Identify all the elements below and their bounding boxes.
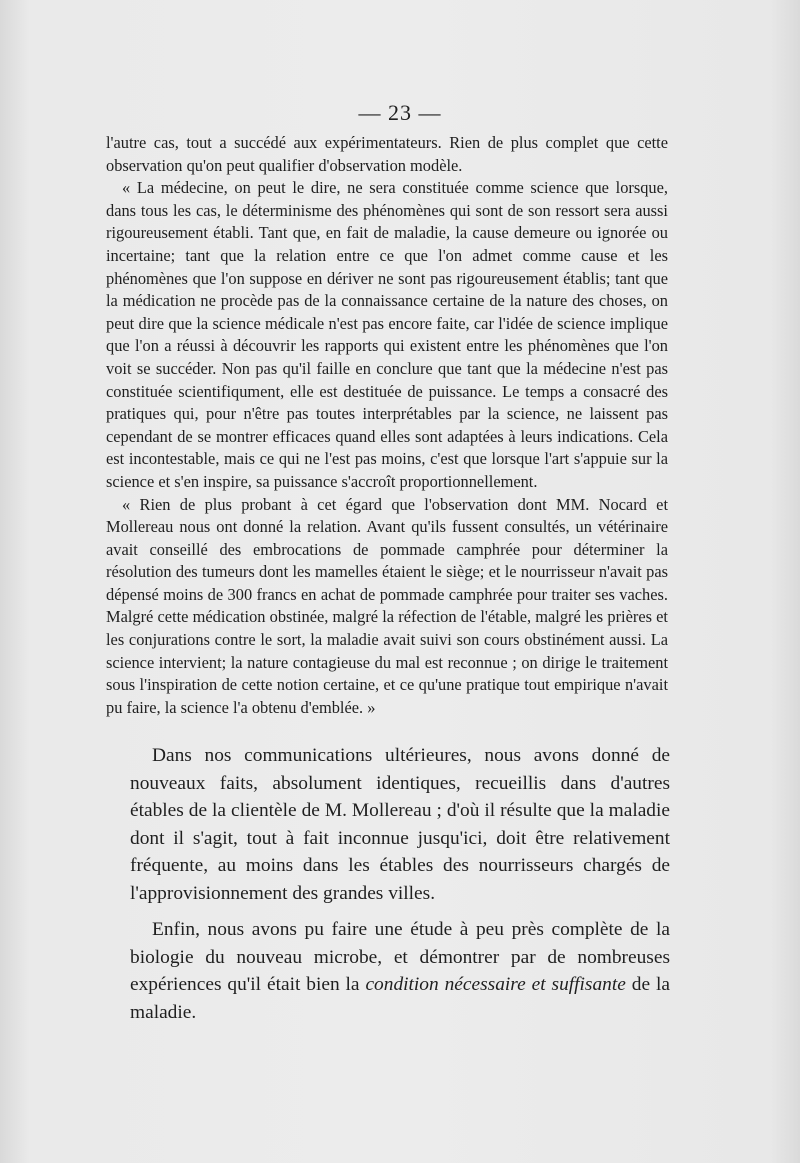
- page-number: — 23 —: [358, 100, 442, 125]
- quote-paragraph-2: « La médecine, on peut le dire, ne sera constituée comme science que lorsque, dans tous les cas, le déterminisme des phénomènes qui sont de son ressort sera aussi rigoureusement établi. Tant que, en fait de maladie, la cause demeure ou ignorée ou incertaine; tant que la relation entre ce que l'on admet comme cause et les phénomènes que l'on suppose en dériver ne sont pas rigoureusement établis; tant que la médication ne procède pas de la connaissance certaine de la nature des choses, on peut dire que la science médicale n'est pas encore faite, car l'idée de science implique que l'on a réussi à découvrir les rapports qui existent entre les phénomènes que l'on voit se succéder. Non pas qu'il faille en conclure que tant que la médecine n'est pas constituée scientifiqument, elle est destituée de puissance. Le temps a consacré des pratiques qui, pour n'être pas toutes interprétables par la science, ne laissent pas cependant de se montrer efficaces quand elles sont adaptées à leurs indications. Cela est incontestable, mais ce qui ne l'est pas moins, c'est que lorsque l'art s'appuie sur la science et s'en inspire, sa puissance s'accroît proportionnellement.: [106, 178, 668, 491]
- body-paragraph-2-start: Enfin, nous avons pu faire une étude à peu près complète de la biologie du nouveau microbe, et démontrer par de nombreuses expériences qu'il était bien la: [130, 919, 670, 995]
- main-text: [130, 742, 670, 1026]
- body-paragraph-2-end: de la maladie.: [130, 974, 670, 1023]
- body-paragraph-2-italic: condition nécessaire et suffisante: [365, 974, 626, 995]
- quote-paragraph-1: l'autre cas, tout a succédé aux expérimentateurs. Rien de plus complet que cette observation qu'on peut qualifier d'observation modèle.: [106, 133, 668, 175]
- body-paragraph-2: [130, 916, 670, 1026]
- quoted-passage: [106, 132, 668, 719]
- quote-paragraph-3: « Rien de plus probant à cet égard que l'observation dont MM. Nocard et Mollereau nous ont donné la relation. Avant qu'ils fussent consultés, un vétérinaire avait conseillé des embrocations de pommade camphrée pour déterminer la résolution des tumeurs dont les mamelles étaient le siège; et le nourrisseur n'avait pas dépensé moins de 300 francs en achat de pommade camphrée pour traiter ses vaches. Malgré cette médication obstinée, malgré la réfection de l'étable, malgré les prières et les conjurations contre le sort, la maladie avait suivi son cours obstinément aussi. La science intervient; la nature contagieuse du mal est reconnue ; on dirige le traitement sous l'inspiration de cette notion certaine, et ce qu'une pratique tout empirique n'avait pu faire, la science l'a obtenu d'emblée. »: [106, 494, 668, 717]
- body-paragraph-1: Dans nos communications ultérieures, nous avons donné de nouveaux faits, absolument identiques, recueillis dans d'autres étables de la clientèle de M. Mollereau ; d'où il résulte que la maladie dont il s'agit, tout à fait inconnue jusqu'ici, doit être relativement fréquente, au moins dans les étables des nourrisseurs chargés de l'approvisionnement des grandes villes.: [130, 745, 670, 904]
